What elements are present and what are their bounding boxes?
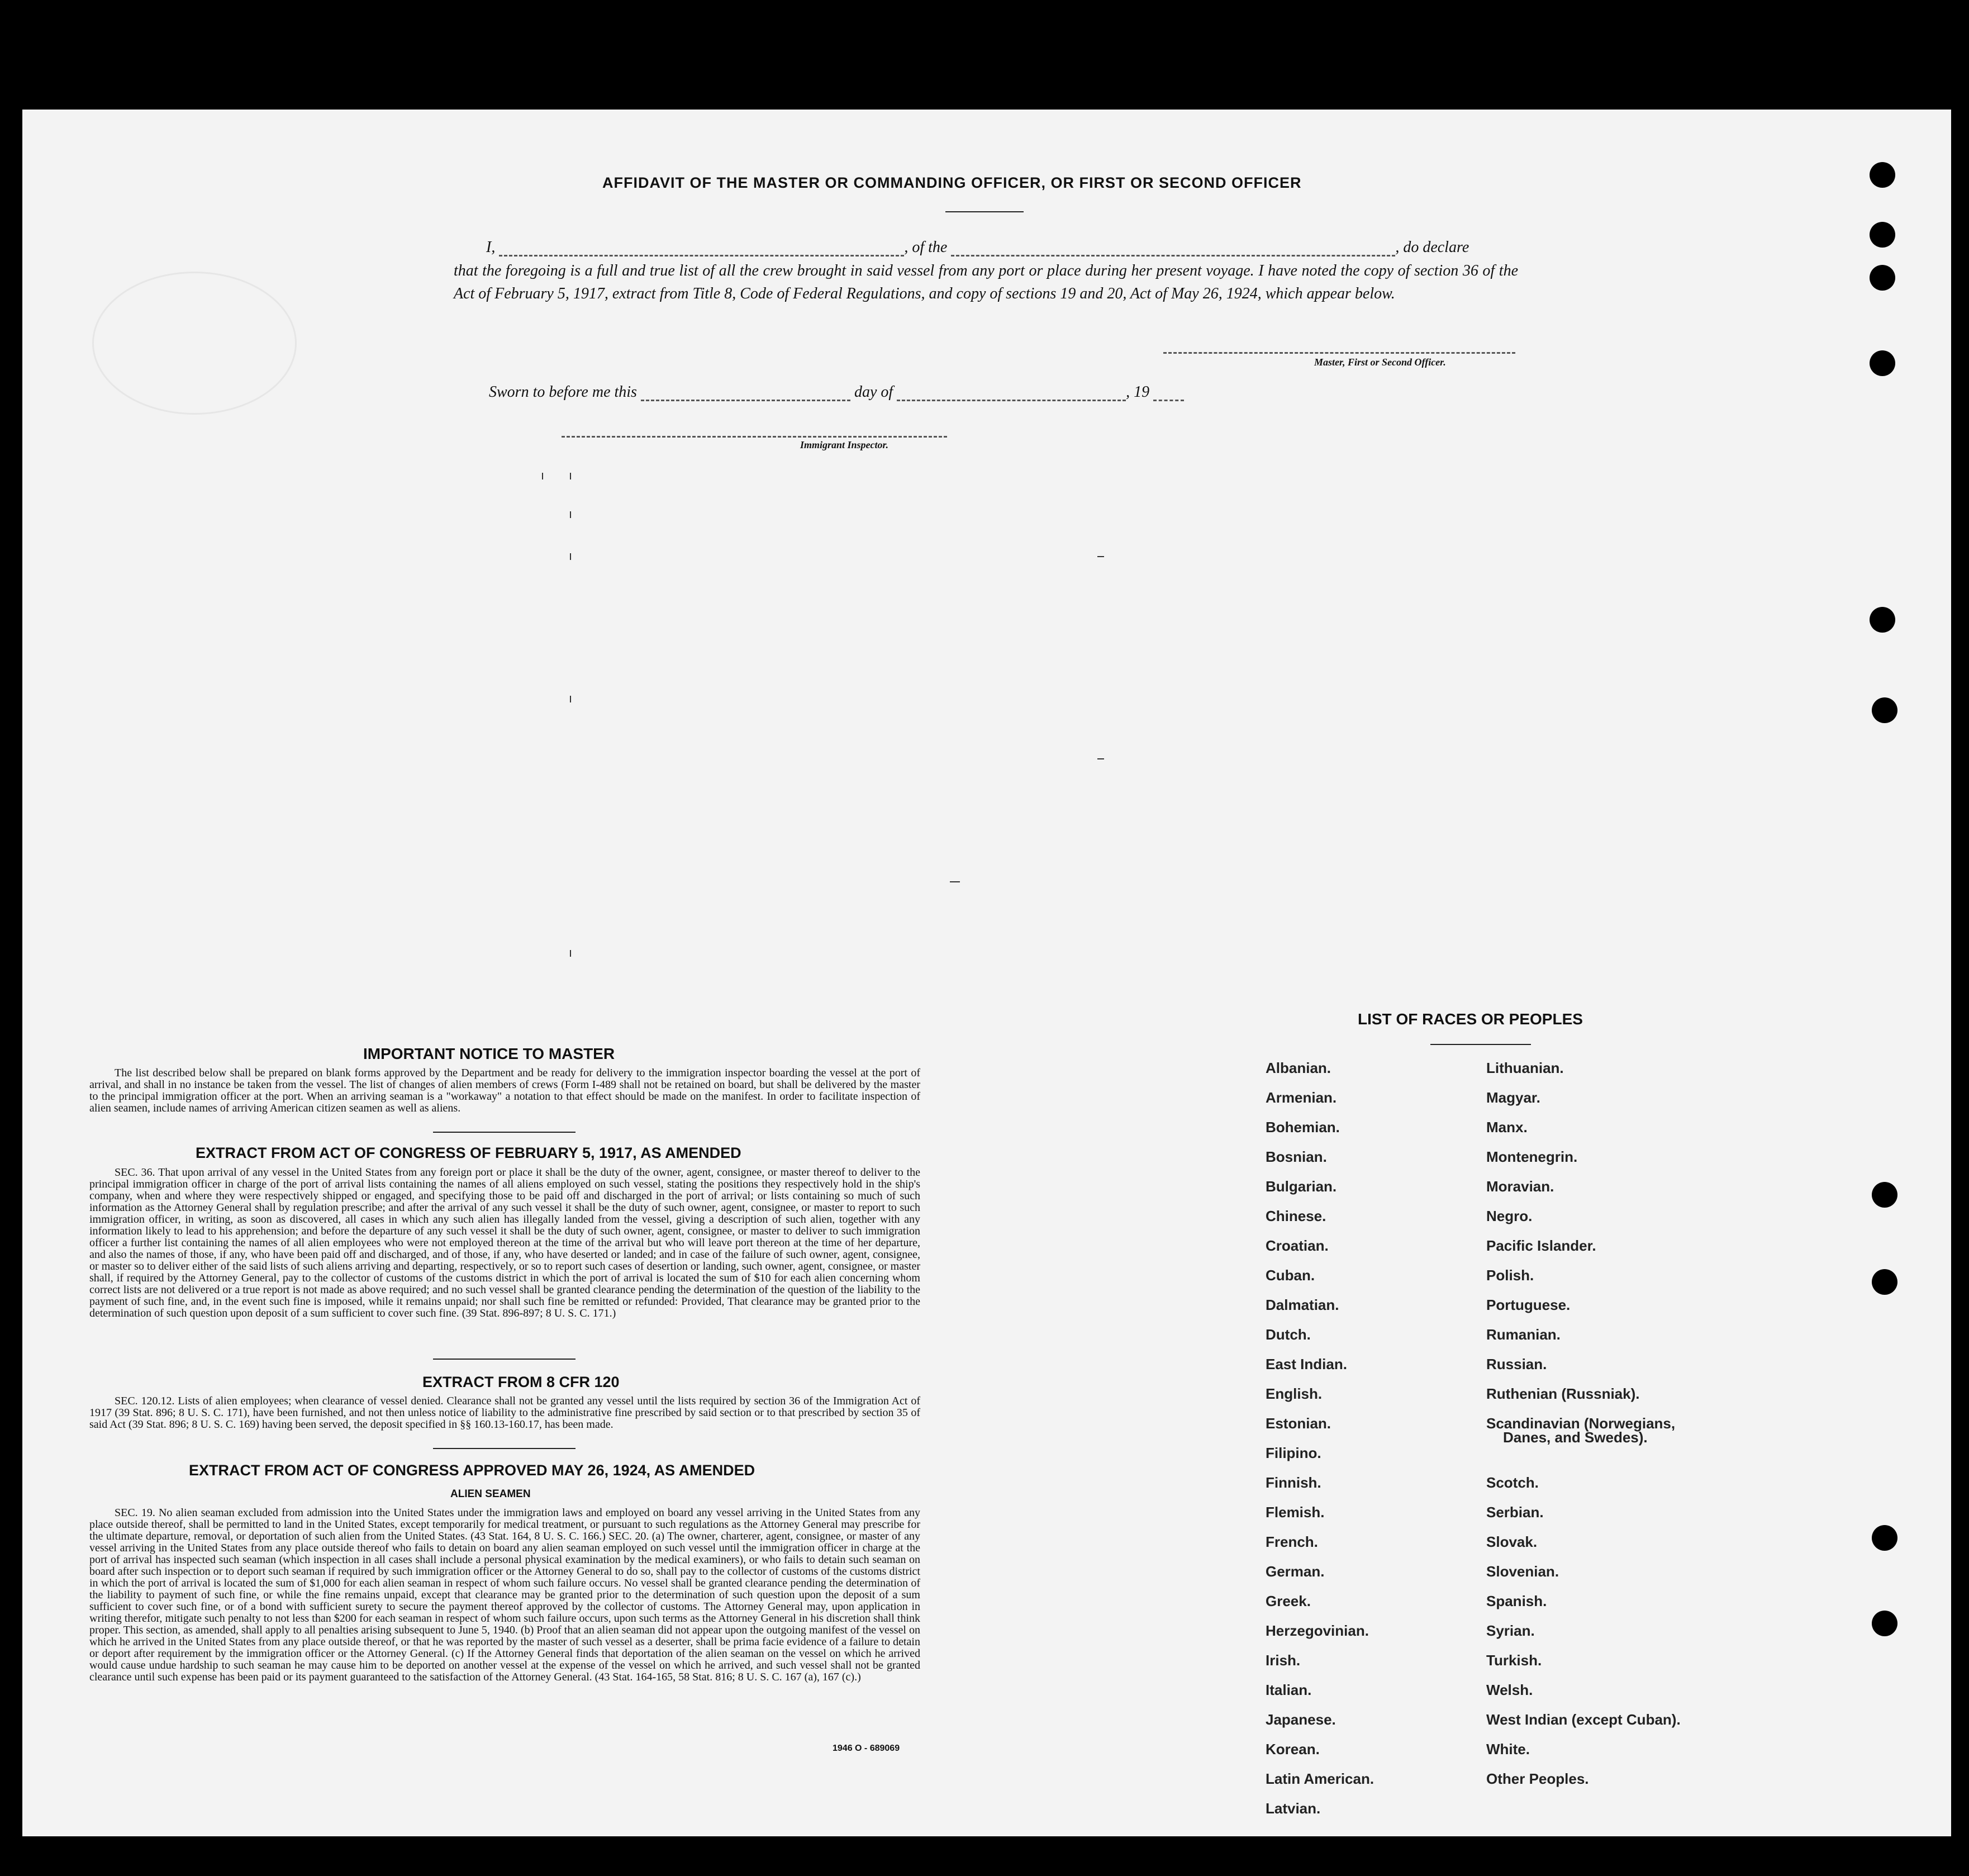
race-item: Portuguese. <box>1486 1296 1571 1313</box>
sworn-year-field[interactable] <box>1153 400 1184 401</box>
race-item: Moravian. <box>1486 1178 1554 1195</box>
margin-mark <box>950 881 960 882</box>
race-item: Pacific Islander. <box>1486 1237 1596 1254</box>
sworn-day-of: day of <box>854 383 893 401</box>
affidavit-body: that the foregoing is a full and true list of all the crew brought in said vessel from any port or place during her present voyage. I have noted the copy of section 36 of the Act of February 5, 1917, extract from Title 8, Code of Federal Regulations, and copy of sections 19 and 20, Act of May 26, 1924, which appear below. <box>454 262 1518 302</box>
extract-cfr-title: EXTRACT FROM 8 CFR 120 <box>422 1374 620 1390</box>
binder-hole <box>1870 222 1895 248</box>
race-item: Montenegrin. <box>1486 1148 1578 1165</box>
race-item: Korean. <box>1266 1741 1320 1758</box>
binder-hole <box>1872 1525 1897 1551</box>
affidavit-i: I, <box>486 239 496 256</box>
race-item: Filipino. <box>1266 1445 1321 1461</box>
extract-1924-text: SEC. 19. No alien seaman excluded from admission into the United States under the immigration laws and employed on board any vessel arriving in the United States from any place outside thereof, shall be permitted to land in the United States, except temporarily for medical treatment, or pursuant to such regulations as the Attorney General may prescribe for the ultimate departure, removal, or deportation of such alien from the United States. (43 Stat. 164, 8 U. S. C. 166.) SEC. 20. (a) The owner, charterer, agent, consignee, or master of any vessel arriving in the United States from any place outside thereof who fails to detain on board any alien seaman employed on such vessel until the immigration officer in charge at the port of arrival has inspected such seaman (which inspection in all cases shall include a personal physical examination by the medical examiners), or who fails to detain such seaman on board after such inspection or to deport such seaman if required by such immigration officer or the Attorney General to do so, shall pay to the collector of customs of the customs district in which the port of arrival is located the sum of $1,000 for each alien seaman in respect of whom such failure occurs. No vessel shall be granted clearance pending the determination of the liability to payment of such fine, or while the fine remains unpaid, except that clearance may be granted prior to the determination of such question upon the deposit of a sum sufficient to cover such fine, or of a bond with sufficient surety to secure the payment thereof approved by the collector of customs. The Attorney General may, upon application in writing therefor, mitigate such penalty to not less than $200 for each seaman in respect of whom such failure occurs, upon such terms as the Attorney General in his discretion shall think proper. This section, as amended, shall apply to all penalties arising subsequent to June 5, 1940. (b) Proof that an alien seaman did not appear upon the outgoing manifest of the vessel on which he arrived in the United States from any place outside thereof, or that he was reported by the master of such vessel as a deserter, shall be prima facie evidence of a failure to detain or deport after requirement by the immigration officer or the Attorney General. (c) If the Attorney General finds that deportation of the alien seaman on the vessel on which he arrived would cause undue hardship to such seaman he may cause him to be deported on another vessel at the expense of the vessel on which he arrived, and such vessel shall not be granted clearance until such expense has been paid or its payment guaranteed to the satisfaction of the Attorney General. (43 Stat. 164-165, 58 Stat. 816; 8 U. S. C. 167 (a), 167 (c).) <box>89 1507 920 1683</box>
section-rule <box>433 1448 576 1449</box>
race-item: Lithuanian. <box>1486 1060 1564 1076</box>
race-item: Dutch. <box>1266 1326 1311 1343</box>
affidavit-declare: , do declare <box>1395 239 1469 256</box>
race-item: Dalmatian. <box>1266 1296 1339 1313</box>
race-item: Polish. <box>1486 1267 1534 1284</box>
master-signature-label: Master, First or Second Officer. <box>1314 357 1446 368</box>
margin-mark <box>570 696 571 702</box>
race-item: Danes, and Swedes). <box>1503 1429 1648 1446</box>
binder-hole <box>1872 697 1897 723</box>
race-item: Chinese. <box>1266 1208 1326 1224</box>
binder-hole <box>1872 1269 1897 1295</box>
race-item: Armenian. <box>1266 1089 1337 1106</box>
race-item: Estonian. <box>1266 1415 1331 1432</box>
race-item: Welsh. <box>1486 1682 1533 1698</box>
race-item: East Indian. <box>1266 1356 1347 1372</box>
race-item: Scotch. <box>1486 1474 1539 1491</box>
race-item: Magyar. <box>1486 1089 1540 1106</box>
margin-mark <box>570 553 571 560</box>
margin-mark <box>1097 556 1104 557</box>
sworn-label: Sworn to before me this <box>489 383 637 401</box>
race-item: Bulgarian. <box>1266 1178 1337 1195</box>
embossed-seal <box>92 272 297 415</box>
vessel-name-field[interactable] <box>951 255 1395 257</box>
margin-mark <box>570 950 571 957</box>
margin-mark <box>570 511 571 518</box>
extract-1924-title: EXTRACT FROM ACT OF CONGRESS APPROVED MAY 26, 1924, AS AMENDED <box>189 1462 755 1479</box>
races-title-rule <box>1430 1044 1531 1045</box>
race-item: Herzegovinian. <box>1266 1622 1369 1639</box>
sworn-year-prefix: , 19 <box>1126 383 1150 401</box>
binder-hole <box>1870 162 1895 188</box>
race-item: West Indian (except Cuban). <box>1486 1711 1681 1728</box>
race-item: Rumanian. <box>1486 1326 1561 1343</box>
extract-1917-title: EXTRACT FROM ACT OF CONGRESS OF FEBRUARY 5, 1917, AS AMENDED <box>196 1144 741 1161</box>
race-item: Irish. <box>1266 1652 1301 1669</box>
race-item: Finnish. <box>1266 1474 1321 1491</box>
race-item: Manx. <box>1486 1119 1528 1136</box>
race-item: White. <box>1486 1741 1530 1758</box>
sworn-day-field[interactable] <box>641 400 850 401</box>
margin-mark <box>542 473 543 479</box>
race-item: Italian. <box>1266 1682 1312 1698</box>
inspector-signature-line[interactable] <box>562 436 947 438</box>
binder-hole <box>1870 350 1895 376</box>
margin-mark <box>1097 758 1104 759</box>
binder-hole <box>1870 265 1895 291</box>
race-item: Serbian. <box>1486 1504 1544 1521</box>
alien-seamen-subtitle: ALIEN SEAMEN <box>450 1488 531 1500</box>
notice-text: The list described below shall be prepared on blank forms approved by the Department and be ready for delivery to the immigration inspector boarding the vessel at the port of arrival, and shall in no instance be taken from the vessel. The list of changes of alien members of crews (Form I-489 shall not be retained on board, but shall be delivered by the master to the principal immigration officer at the port. When an arriving seaman is a "workaway" a notation to that effect should be made on the manifest. In order to facilitate inspection of alien seamen, include names of arriving American citizen seamen as well as aliens. <box>89 1067 920 1114</box>
race-item: Spanish. <box>1486 1593 1547 1609</box>
master-name-field[interactable] <box>499 255 904 257</box>
affidavit-title: AFFIDAVIT OF THE MASTER OR COMMANDING OFFICER, OR FIRST OR SECOND OFFICER <box>602 174 1302 191</box>
race-item: Slovenian. <box>1486 1563 1559 1580</box>
extract-1917-text: SEC. 36. That upon arrival of any vessel in the United States from any foreign port or place it shall be the duty of the owner, agent, consignee, or master thereof to deliver to the principal immigration officer in charge of the port of arrival lists containing the names of all aliens employed on such vessel, stating the positions they respectively hold in the ship's company, when and where they were respectively shipped or engaged, and specifying those to be paid off and discharged in the port of arrival; or lists containing so much of such information as the Attorney General shall by regulation prescribe; and after the arrival of any such vessel it shall be the duty of such owner, agent, consignee, or master to report to such immigration officer, in writing, as soon as discovered, all cases in which any such alien has illegally landed from the vessel, giving a description of such alien, together with any information likely to lead to his apprehension; and before the departure of any such vessel it shall be the duty of such owner, agent, consignee, or master to deliver to such immigration officer a further list containing the names of all alien employees who were not employed thereon at the time of the arrival but who will leave port thereon at the time of her departure, and also the names of those, if any, who have been paid off and discharged, and of those, if any, who have deserted or landed; and in case of the failure of such owner, agent, consignee, or master so to deliver either of the said lists of such aliens arriving and departing, respectively, or so to report such cases of desertion or landing, such owner, agent, consignee, or master shall, if required by the Attorney General, pay to the collector of customs of the customs district in which the port of arrival is located the sum of $10 for each alien concerning whom correct lists are not delivered or a true report is not made as above required; and no such vessel shall be granted clearance pending the determination of the question of the liability to the payment of such fine, and, in the event such fine is imposed, while it remains unpaid; nor shall such fine be remitted or refunded: Provided, That clearance may be granted prior to the determination of such question upon deposit of a sum sufficient to cover such fine. (39 Stat. 896-897; 8 U. S. C. 171.) <box>89 1166 920 1319</box>
race-item: Greek. <box>1266 1593 1311 1609</box>
race-item: Japanese. <box>1266 1711 1336 1728</box>
race-item: Turkish. <box>1486 1652 1542 1669</box>
race-item: French. <box>1266 1533 1318 1550</box>
race-item: German. <box>1266 1563 1325 1580</box>
title-rule <box>945 211 1024 212</box>
race-item: Latin American. <box>1266 1770 1375 1787</box>
race-item: Croatian. <box>1266 1237 1329 1254</box>
race-item: Bohemian. <box>1266 1119 1340 1136</box>
binder-hole <box>1872 1611 1897 1636</box>
extract-cfr-text: SEC. 120.12. Lists of alien employees; when clearance of vessel denied. Clearance shall not be granted any vessel until the lists required by section 36 of the Immigration Act of 1917 (39 Stat. 896; 8 U. S. C. 171), have been furnished, and not then unless notice of liability to the administrative fine prescribed by said section or to that prescribed by section 35 of said Act (39 Stat. 896; 8 U. S. C. 169) having been served, the deposit specified in §§ 160.13-160.17, has been made. <box>89 1395 920 1431</box>
race-item: Russian. <box>1486 1356 1547 1372</box>
race-item: Cuban. <box>1266 1267 1315 1284</box>
race-item: Other Peoples. <box>1486 1770 1589 1787</box>
master-signature-line[interactable] <box>1163 352 1515 354</box>
section-rule <box>433 1132 576 1133</box>
race-item: Scandinavian (Norwegians, <box>1486 1415 1676 1432</box>
race-item: Flemish. <box>1266 1504 1325 1521</box>
race-item: English. <box>1266 1385 1323 1402</box>
race-item: Negro. <box>1486 1208 1533 1224</box>
binder-hole <box>1872 1182 1897 1208</box>
binder-hole <box>1870 607 1895 633</box>
section-rule <box>433 1359 576 1360</box>
race-item: Bosnian. <box>1266 1148 1327 1165</box>
margin-mark <box>570 473 571 479</box>
print-code: 1946 O - 689069 <box>833 1744 900 1753</box>
race-item: Latvian. <box>1266 1800 1321 1817</box>
sworn-line <box>489 383 1184 401</box>
races-title: LIST OF RACES OR PEOPLES <box>1358 1010 1583 1028</box>
inspector-label: Immigrant Inspector. <box>800 439 889 450</box>
race-item: Albanian. <box>1266 1060 1331 1076</box>
race-item: Ruthenian (Russniak). <box>1486 1385 1640 1402</box>
notice-title: IMPORTANT NOTICE TO MASTER <box>363 1045 615 1062</box>
sworn-month-field[interactable] <box>897 400 1126 401</box>
race-item: Slovak. <box>1486 1533 1538 1550</box>
affidavit-of-the: , of the <box>904 239 948 256</box>
affidavit-line1 <box>486 239 1469 257</box>
race-item: Syrian. <box>1486 1622 1535 1639</box>
